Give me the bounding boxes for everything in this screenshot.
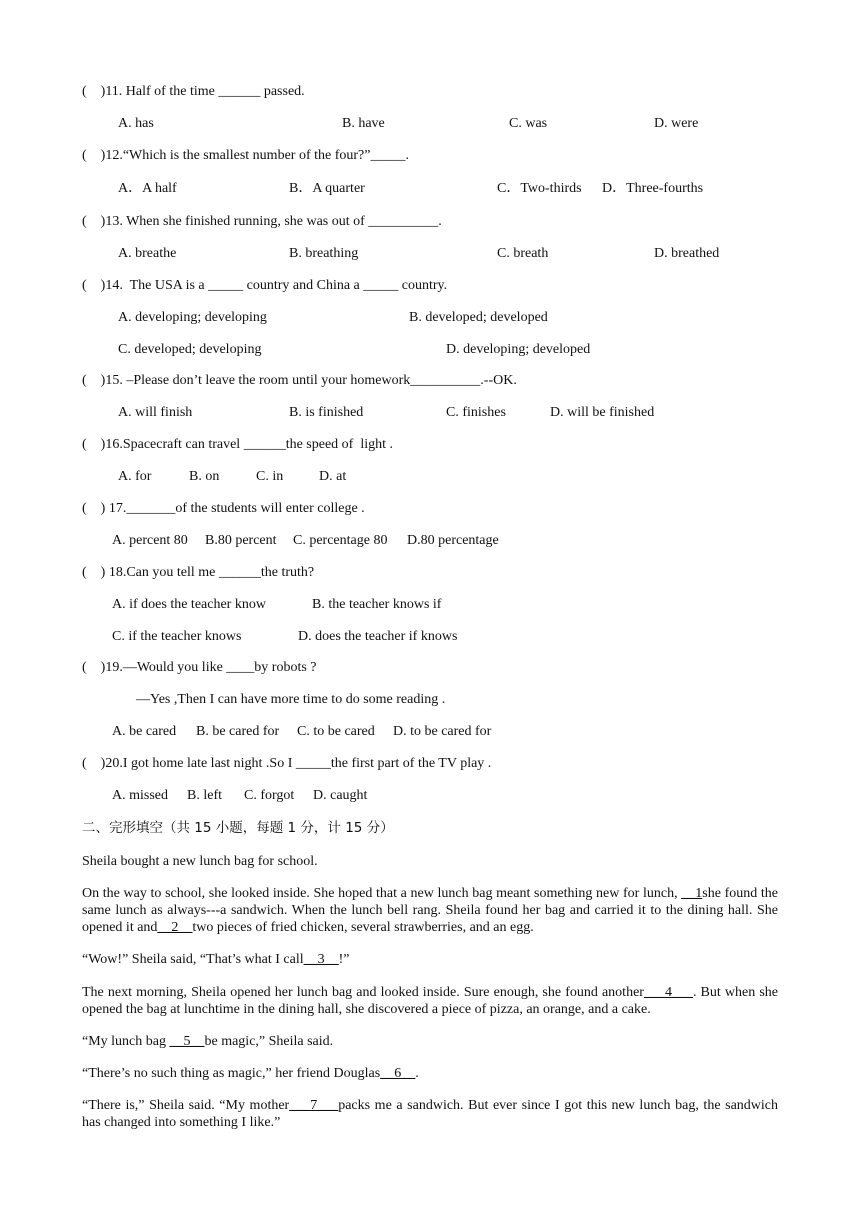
question-18-stem: ( ) 18.Can you tell me ______the truth? xyxy=(82,565,315,580)
option-d: D. caught xyxy=(313,788,368,803)
option-c: C. was xyxy=(509,116,548,131)
option-a: A. for xyxy=(118,469,152,484)
option-b: B. developed; developed xyxy=(409,310,548,325)
question-20-stem: ( )20.I got home late last night .So I _____the first part of the TV play . xyxy=(82,756,492,771)
option-c: C. percentage 80 xyxy=(293,533,388,548)
option-a: A. percent 80 xyxy=(112,533,188,548)
question-19-reply: —Yes ,Then I can have more time to do some reading . xyxy=(136,692,446,707)
option-b: B. the teacher knows if xyxy=(312,597,442,612)
cloze-paragraph-7: “There is,” Sheila said. “My mother___7___packs me a sandwich. But ever since I got this new lunch bag, the sandwich has changed into something I like.” xyxy=(82,1098,778,1130)
question-17-stem: ( ) 17._______of the students will enter college . xyxy=(82,501,365,516)
option-b: B. have xyxy=(342,116,385,131)
option-c: C. finishes xyxy=(446,405,506,420)
blank-5: __5__ xyxy=(169,1034,205,1049)
option-c: C. in xyxy=(256,469,284,484)
option-a: A. missed xyxy=(112,788,168,803)
question-13-stem: ( )13. When she finished running, she was out of __________. xyxy=(82,214,442,229)
option-d: D. at xyxy=(319,469,347,484)
option-c: C．Two-thirds xyxy=(497,181,582,196)
blank-2: __2__ xyxy=(157,920,193,935)
option-a: A. developing; developing xyxy=(118,310,267,325)
blank-1: __1 xyxy=(681,886,703,901)
option-d: D. to be cared for xyxy=(393,724,492,739)
option-c: C. to be cared xyxy=(297,724,375,739)
option-c: C. developed; developing xyxy=(118,342,262,357)
blank-3: __3__ xyxy=(303,952,339,967)
option-d: D. will be finished xyxy=(550,405,655,420)
section-heading: 二、完形填空（共 15 小题，每题 1 分，计 15 分） xyxy=(82,820,394,836)
option-d: D．Three-fourths xyxy=(602,181,704,196)
option-d: D. were xyxy=(654,116,699,131)
question-15-stem: ( )15. –Please don’t leave the room until your homework__________.--OK. xyxy=(82,373,517,388)
option-a: A. will finish xyxy=(118,405,193,420)
cloze-paragraph-6: “There’s no such thing as magic,” her friend Douglas__6__. xyxy=(82,1066,419,1081)
question-19-stem: ( )19.—Would you like ____by robots ? xyxy=(82,660,317,675)
blank-7: ___7___ xyxy=(289,1098,339,1113)
question-14-stem: ( )14. The USA is a _____ country and China a _____ country. xyxy=(82,278,448,293)
option-c: C. breath xyxy=(497,246,549,261)
cloze-paragraph-3: “Wow!” Sheila said, “That’s what I call__3__!” xyxy=(82,952,350,967)
option-c: C. forgot xyxy=(244,788,295,803)
question-11-stem: ( )11. Half of the time ______ passed. xyxy=(82,84,305,99)
option-b: B. left xyxy=(187,788,222,803)
option-d: D.80 percentage xyxy=(407,533,499,548)
cloze-paragraph-2: On the way to school, she looked inside. She hoped that a new lunch bag meant something new for lunch, __1she found the same lunch as always---a sandwich. When the lunch bell rang. Sheila found her bag and carried it to the dining hall. She opened it and__2__two pieces of fried chicken, several strawberries, and an egg. xyxy=(82,886,778,935)
option-b: B.80 percent xyxy=(205,533,277,548)
option-c: C. if the teacher knows xyxy=(112,629,242,644)
option-d: D. does the teacher if knows xyxy=(298,629,458,644)
cloze-paragraph-4: The next morning, Sheila opened her lunch bag and looked inside. Sure enough, she found another___4___. But when she opened the bag at lunchtime in the dining hall, she discovered a piece of pizza, an orange, and a cake. xyxy=(82,985,778,1017)
option-b: B. is finished xyxy=(289,405,364,420)
option-d: D. breathed xyxy=(654,246,720,261)
option-a: A. if does the teacher know xyxy=(112,597,266,612)
cloze-paragraph-1: Sheila bought a new lunch bag for school. xyxy=(82,854,318,869)
option-a: A. breathe xyxy=(118,246,177,261)
question-16-stem: ( )16.Spacecraft can travel ______the speed of light . xyxy=(82,437,394,452)
option-b: B. breathing xyxy=(289,246,359,261)
blank-6: __6__ xyxy=(380,1066,416,1081)
option-a: A．A half xyxy=(118,181,177,196)
blank-4: ___4___ xyxy=(643,985,693,1000)
option-a: A. has xyxy=(118,116,154,131)
option-a: A. be cared xyxy=(112,724,177,739)
option-b: B．A quarter xyxy=(289,181,365,196)
option-b: B. be cared for xyxy=(196,724,280,739)
option-b: B. on xyxy=(189,469,220,484)
option-d: D. developing; developed xyxy=(446,342,591,357)
cloze-paragraph-5: “My lunch bag __5__be magic,” Sheila said. xyxy=(82,1034,334,1049)
question-12-stem: ( )12.“Which is the smallest number of the four?”_____. xyxy=(82,148,409,163)
